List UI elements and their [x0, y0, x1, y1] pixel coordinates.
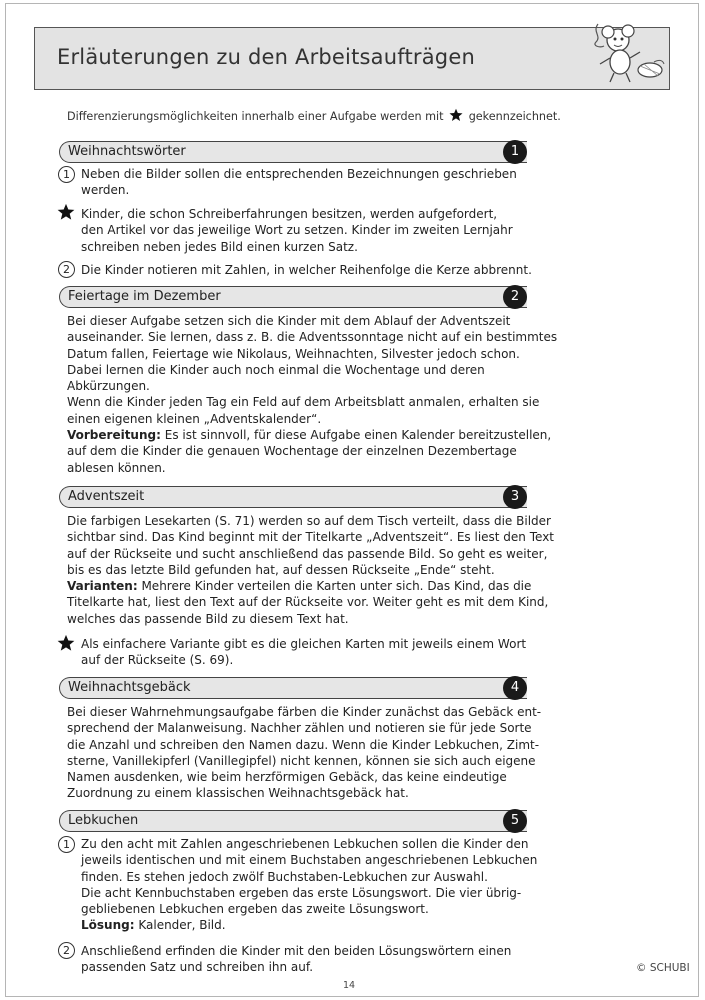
- task-text: Die Kinder notieren mit Zahlen, in welcher Reihenfolge die Kerze abbrennt.: [81, 263, 532, 277]
- section-number-badge: 5: [503, 809, 527, 833]
- task-text: Anschließend erfinden die Kinder mit den beiden Lösungswörtern einen passenden Satz und schreiben ihn auf.: [81, 944, 512, 975]
- star-icon: [57, 203, 75, 221]
- page-title: Erläuterungen zu den Arbeitsaufträgen: [57, 45, 475, 69]
- section-number-badge: 4: [503, 676, 527, 700]
- mouse-mascot-icon: [588, 18, 670, 88]
- section-title: Weihnachtsgebäck: [68, 680, 191, 695]
- section-title: Adventszeit: [68, 489, 145, 504]
- differentiation-text: Als einfachere Variante gibt es die gleichen Karten mit jeweils einem Wort auf der Rückseite (S. 69).: [81, 637, 527, 668]
- section-header-weihnachtswoerter: [59, 141, 527, 163]
- item-number-circle: 2: [58, 261, 75, 278]
- section-title: Feiertage im Dezember: [68, 289, 221, 304]
- section-body-text: Die farbigen Lesekarten (S. 71) werden so auf dem Tisch verteilt, dass die Bilder sichtbar sind. Das Kind beginnt mit der Titelkarte „Adventszeit“. Es liest den Text auf der Rückseite und sucht anschließend das passende Bild. So geht es weiter, bis es das letzte Bild gefunden hat, auf dessen Rückseite „Ende“ steht. Varianten: Mehrere Kinder verteilen die Karten unter sich. Das Kind, das die Titelkarte hat, liest den Text auf der Rückseite vor. Weiter geht es mit dem Kind, welches das passende Bild zu diesem Text hat.: [67, 514, 554, 626]
- section-number-badge: 2: [503, 285, 527, 309]
- variants-label: Varianten:: [67, 579, 138, 594]
- section-title: Lebkuchen: [68, 813, 139, 828]
- section-header-weihnachtsgebaeck: [59, 677, 527, 699]
- star-icon: [449, 108, 463, 122]
- solution-label: Lösung:: [81, 918, 135, 933]
- item-number-circle: 1: [58, 836, 75, 853]
- section-title: Weihnachtswörter: [68, 144, 186, 159]
- differentiation-text: Kinder, die schon Schreiberfahrungen besitzen, werden aufgefordert, den Artikel vor das jeweilige Wort zu setzen. Kinder im zweiten Lernjahr schreiben neben jedes Bild einen kurzen Satz.: [81, 207, 513, 254]
- title-box: [34, 27, 670, 90]
- intro-text: Differenzierungsmöglichkeiten innerhalb einer Aufgabe werden mit gekennzeichnet.: [67, 110, 561, 123]
- copyright: © SCHUBI: [636, 962, 690, 974]
- preparation-label: Vorbereitung:: [67, 428, 161, 443]
- section-body-text: Bei dieser Aufgabe setzen sich die Kinder mit dem Ablauf der Adventszeit auseinander. Sie lernen, dass z. B. die Adventssonntage nicht auf ein bestimmtes Datum fallen, Feiertage wie Nikolaus, Weihnachten, Silvester jedoch schon. Dabei lernen die Kinder auch noch einmal die Wochentage und deren Abkürzungen. Wenn die Kinder jeden Tag ein Feld auf dem Arbeitsblatt anmalen, erhalten sie einen eigenen kleinen „Adventskalender“. Vorbereitung: Es ist sinnvoll, für diese Aufgabe einen Kalender bereitzustellen, auf dem die Kinder die genauen Wochentage der einzelnen Dezembertage ablesen können.: [67, 314, 558, 475]
- item-number-circle: 1: [58, 166, 75, 183]
- section-number-badge: 1: [503, 140, 527, 164]
- section-header-adventszeit: [59, 486, 527, 508]
- section-header-lebkuchen: [59, 810, 527, 832]
- task-text: Neben die Bilder sollen die entsprechenden Bezeichnungen geschrieben werden.: [81, 167, 517, 198]
- task-text: Zu den acht mit Zahlen angeschriebenen Lebkuchen sollen die Kinder den jeweils identischen und mit einem Buchstaben angeschriebenen Lebkuchen finden. Es stehen jedoch zwölf Buchstaben-Lebkuchen zur Auswahl. Die acht Kennbuchstaben ergeben das erste Lösungswort. Die vier übrig- gebliebenen Lebkuchen ergeben das zweite Lösungswort. Lösung: Kalender, Bild.: [81, 837, 538, 933]
- section-header-feiertage: [59, 286, 527, 308]
- section-body-text: Bei dieser Wahrnehmungsaufgabe färben die Kinder zunächst das Gebäck ent- sprechend der Malanweisung. Nachher zählen und notieren sie für jede Sorte die Anzahl und schreiben den Namen dazu. Wenn die Kinder Lebkuchen, Zimt- sterne, Vanillekipferl (Vanillegipfel) nicht kennen, können sie sich auch eigene Namen ausdenken, wie beim herzförmigen Gebäck, das keine eindeutige Zuordnung zu einem klassischen Weihnachtsgebäck hat.: [67, 705, 542, 801]
- page-number: 14: [343, 980, 356, 991]
- section-number-badge: 3: [503, 485, 527, 509]
- star-icon: [57, 634, 75, 652]
- item-number-circle: 2: [58, 942, 75, 959]
